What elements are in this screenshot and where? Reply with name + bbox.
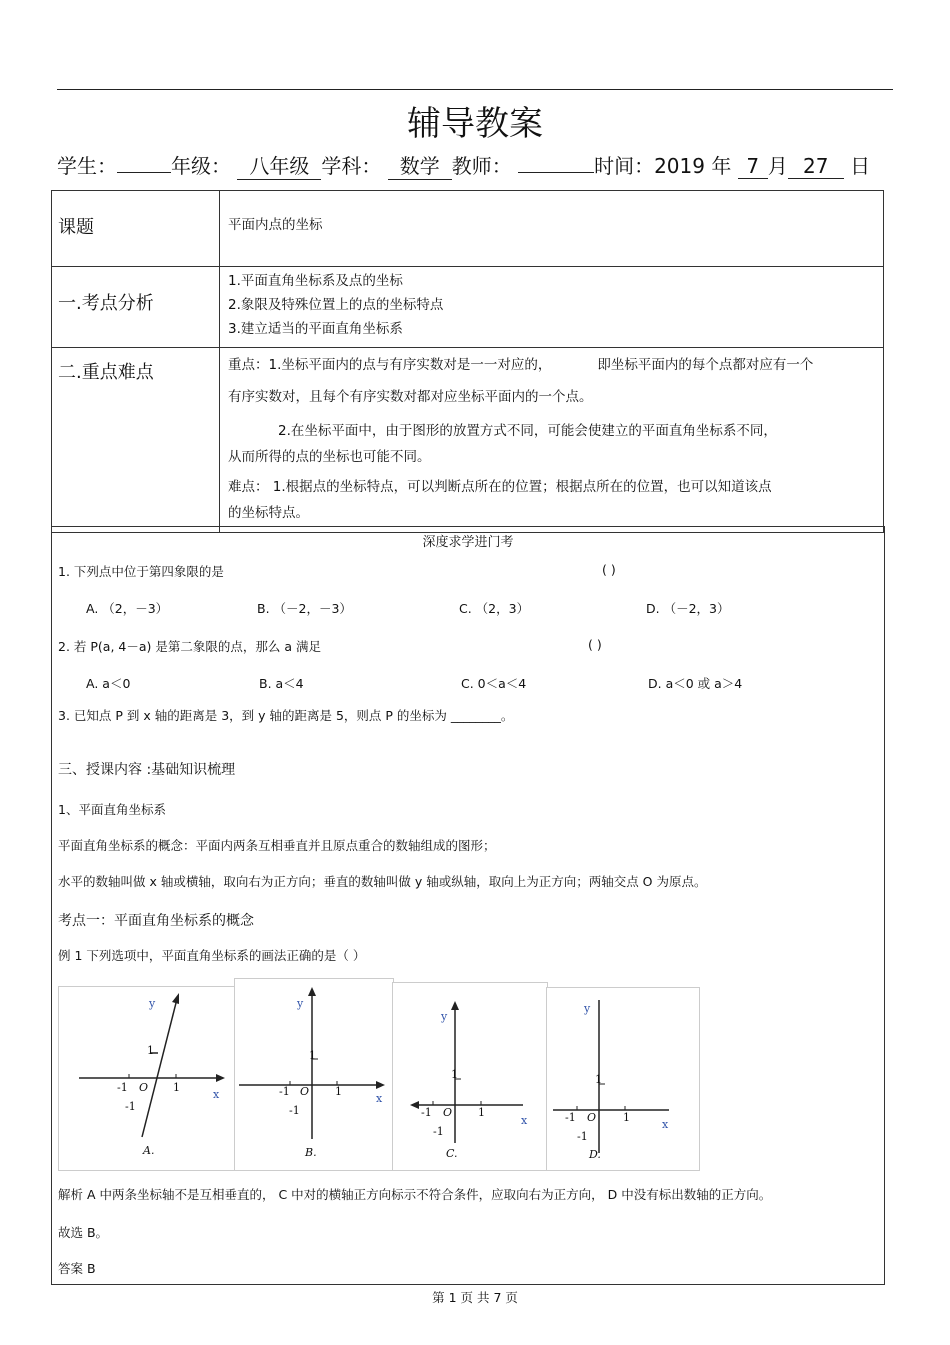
analysis-label: 一.考点分析 [52, 267, 220, 348]
analysis-item: 3.建立适当的平面直角坐标系 [228, 321, 403, 337]
figure-c-svg [393, 983, 547, 1170]
q2-option-c: C. 0＜a＜4 [461, 676, 527, 691]
analysis-item: 2.象限及特殊位置上的点的坐标特点 [228, 297, 444, 313]
key-line-3: 2.在坐标平面中，由于图形的放置方式不同，可能会使建立的平面直角坐标系不同， [278, 423, 777, 439]
q1-option-d: D. （－2，3） [646, 601, 730, 616]
question-1-answer-paren: ( ) [602, 562, 616, 577]
hard-line-1: 难点： 1.根据点的坐标特点，可以判断点所在的位置；根据点所在的位置，也可以知道该点 [228, 479, 772, 495]
origin-label: O [587, 1111, 597, 1124]
q1-option-b: B. （－2，－3） [257, 601, 352, 616]
day-value: 27 [788, 154, 844, 179]
lesson-info-table [51, 190, 884, 533]
analysis-item: 1.平面直角坐标系及点的坐标 [228, 273, 403, 289]
q2-option-d: D. a＜0 或 a＞4 [648, 676, 743, 691]
pos1x-label: 1 [478, 1106, 485, 1119]
topic-row [52, 191, 884, 267]
topic-value: 平面内点的坐标 [220, 191, 884, 267]
y-label: y [441, 1010, 448, 1023]
neg1y-label: -1 [289, 1104, 300, 1117]
analysis-items [220, 267, 884, 348]
conclusion-text: 故选 B。 [58, 1225, 109, 1240]
header-info-line [57, 150, 897, 180]
q1-option-c: C. （2，3） [459, 601, 530, 616]
pos1x-label: 1 [623, 1111, 630, 1124]
section-title: 三、授课内容 :基础知识梳理 [58, 762, 236, 778]
x-label: x [662, 1118, 669, 1131]
year-unit: 年 [711, 154, 732, 178]
figure-a-caption: A. [143, 1144, 155, 1157]
pos1y-label: 1 [451, 1068, 458, 1081]
keypoints-row [52, 348, 884, 533]
figure-a-svg [59, 987, 235, 1170]
teacher-value [518, 172, 594, 173]
grade-value: 八年级 [237, 150, 321, 180]
pos1y-label: 1 [595, 1073, 602, 1086]
top-rule [57, 89, 893, 90]
pos1x-label: 1 [173, 1081, 180, 1094]
y-axis [142, 999, 177, 1137]
figure-d [546, 987, 700, 1171]
topic-label: 课题 [52, 191, 220, 267]
q2-option-b: B. a＜4 [259, 676, 304, 691]
pos1y-label: 1 [147, 1044, 154, 1057]
figure-d-svg [547, 988, 699, 1170]
figure-c [392, 982, 548, 1171]
y-arrow [451, 1001, 459, 1010]
neg1y-label: -1 [125, 1100, 136, 1113]
page-title: 辅导教案 [407, 104, 543, 144]
student-value [117, 172, 171, 173]
analysis-row [52, 267, 884, 348]
neg1y-label: -1 [577, 1130, 588, 1143]
content-box [51, 526, 885, 1285]
figure-c-caption: C. [446, 1147, 458, 1160]
figure-b-caption: B. [305, 1146, 317, 1159]
x-label: x [376, 1092, 383, 1105]
figure-b-svg [235, 979, 393, 1170]
key-line-1b: 即坐标平面内的每个点都对应有一个 [597, 357, 814, 373]
pos1x-label: 1 [335, 1085, 342, 1098]
keypoints-label: 二.重点难点 [52, 348, 220, 533]
x-arrow [410, 1101, 419, 1109]
kaodian-title: 考点一：平面直角坐标系的概念 [58, 913, 254, 929]
origin-label: O [139, 1081, 149, 1094]
time-label: 时间： [594, 154, 655, 178]
figure-b [234, 978, 394, 1171]
keypoints-content [220, 348, 884, 533]
y-label: y [297, 997, 304, 1010]
month-value: 7 [738, 154, 768, 179]
key-line-4: 从而所得的点的坐标也可能不同。 [228, 449, 431, 465]
x-arrow [376, 1081, 385, 1089]
neg1x-label: -1 [117, 1081, 128, 1094]
key-line [228, 352, 875, 378]
analysis-text: 解析 A 中两条坐标轴不是互相垂直的， C 中对的横轴正方向标示不符合条件，应取向右为正方向， D 中没有标出数轴的正方向。 [58, 1187, 772, 1202]
subsection-title: 1、平面直角坐标系 [58, 802, 166, 817]
subject-value: 数学 [388, 150, 452, 180]
y-label: y [584, 1002, 591, 1015]
neg1x-label: -1 [421, 1106, 432, 1119]
hard-line-2: 的坐标特点。 [228, 505, 309, 521]
x-arrow [216, 1074, 225, 1082]
question-3: 3. 已知点 P 到 x 轴的距离是 3，到 y 轴的距离是 5，则点 P 的坐标为 ________。 [58, 708, 514, 723]
y-arrow [308, 987, 316, 996]
y-arrow [172, 993, 179, 1004]
concept-text: 平面直角坐标系的概念：平面内两条互相垂直并且原点重合的数轴组成的图形； [58, 838, 496, 853]
axes-description: 水平的数轴叫做 x 轴或横轴，取向右为正方向；垂直的数轴叫做 y 轴或纵轴，取向上为正方向；两轴交点 O 为原点。 [58, 874, 707, 889]
neg1y-label: -1 [433, 1125, 444, 1138]
q2-option-a: A. a＜0 [86, 676, 131, 691]
figure-d-caption: D. [589, 1148, 601, 1161]
year-value: 2019 [654, 154, 705, 178]
pos1y-label: 1 [309, 1049, 316, 1062]
day-unit: 日 [850, 154, 871, 178]
neg1x-label: -1 [279, 1085, 290, 1098]
x-label: x [213, 1088, 220, 1101]
q1-option-a: A. （2，－3） [86, 601, 169, 616]
page-footer: 第 1 页 共 7 页 [432, 1290, 518, 1305]
key-line-1a: 重点：1.坐标平面内的点与有序实数对是一一对应的， [228, 357, 552, 373]
example-1: 例 1 下列选项中，平面直角坐标系的画法正确的是（ ） [58, 948, 366, 963]
origin-label: O [443, 1106, 453, 1119]
teacher-label: 教师： [451, 154, 512, 178]
subject-label: 学科： [321, 154, 382, 178]
student-label: 学生： [57, 154, 117, 178]
neg1x-label: -1 [565, 1111, 576, 1124]
key-line-2: 有序实数对，且每个有序实数对都对应坐标平面内的一个点。 [228, 389, 593, 405]
answer-text: 答案 B [58, 1261, 96, 1276]
figure-a [58, 986, 236, 1171]
month-unit: 月 [767, 154, 788, 178]
quiz-title: 深度求学进门考 [422, 535, 514, 550]
question-1: 1. 下列点中位于第四象限的是 [58, 564, 224, 579]
grade-label: 年级： [171, 154, 231, 178]
question-2: 2. 若 P(a, 4－a) 是第二象限的点，那么 a 满足 [58, 639, 321, 654]
origin-label: O [300, 1085, 310, 1098]
y-label: y [149, 997, 156, 1010]
question-2-answer-paren: ( ) [588, 637, 602, 652]
x-label: x [521, 1114, 528, 1127]
